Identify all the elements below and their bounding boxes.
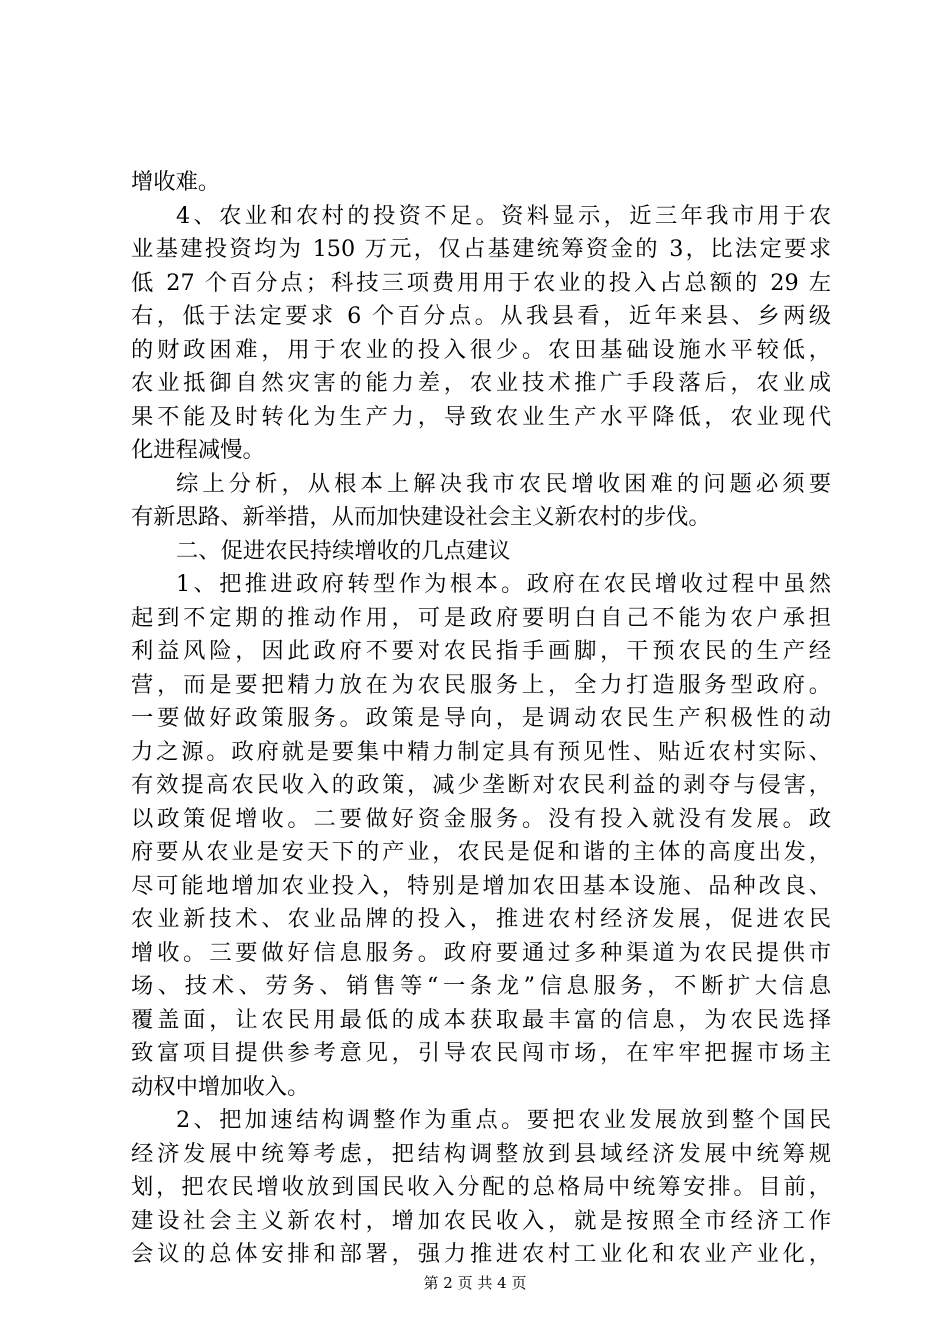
text-line: 建设社会主义新农村，增加农民收入，就是按照全市经济工作 [131,1207,831,1234]
text-line: 利益风险，因此政府不要对农民指手画脚，干预农民的生产经 [131,638,831,664]
document-body [131,166,831,1272]
text-line: 1、把推进政府转型作为根本。政府在农民增收过程中虽然 [176,571,831,597]
text-line: 场、技术、劳务、销售等“一条龙”信息服务，不断扩大信息 [131,973,831,999]
text-line: 经济发展中统筹考虑，把结构调整放到县域经济发展中统筹规 [131,1140,831,1167]
text-line: 一要做好政策服务。政策是导向，是调动农民生产积极性的动 [131,705,831,731]
text-line: 农业抵御自然灾害的能力差，农业技术推广手段落后，农业成 [131,370,831,396]
text-line: 化进程减慢。 [131,437,265,463]
text-line: 的财政困难，用于农业的投入很少。农田基础设施水平较低， [131,336,831,363]
text-line: 有新思路、新举措，从而加快建设社会主义新农村的步伐。 [131,504,711,530]
text-line: 会议的总体安排和部署，强力推进农村工业化和农业产业化， [131,1241,831,1267]
text-line: 尽可能地增加农业投入，特别是增加农田基本设施、品种改良、 [131,872,831,899]
text-line: 业基建投资均为 150 万元，仅占基建统筹资金的 3，比法定要求 [131,236,831,262]
text-line: 增收难。 [131,169,221,195]
text-line: 4、农业和农村的投资不足。资料显示，近三年我市用于农 [176,202,831,229]
text-line: 营，而是要把精力放在为农民服务上，全力打造服务型政府。 [131,671,831,698]
text-line: 综上分析，从根本上解决我市农民增收困难的问题必须要 [176,470,831,497]
text-line: 府要从农业是安天下的产业，农民是促和谐的主体的高度出发， [131,839,831,865]
text-line: 动权中增加收入。 [131,1073,310,1100]
text-line: 果不能及时转化为生产力，导致农业生产水平降低，农业现代 [131,403,831,430]
page-footer: 第 2 页 共 4 页 [423,1274,527,1292]
text-line: 划，把农民增收放到国民收入分配的总格局中统筹安排。目前， [131,1174,831,1200]
text-line: 低 27 个百分点；科技三项费用用于农业的投入占总额的 29 左 [131,269,831,296]
text-line: 力之源。政府就是要集中精力制定具有预见性、贴近农村实际、 [131,738,831,765]
text-line: 右，低于法定要求 6 个百分点。从我县看，近年来县、乡两级 [131,303,831,329]
text-line: 二、促进农民持续增收的几点建议 [176,537,511,564]
text-line: 覆盖面，让农民用最低的成本获取最丰富的信息，为农民选择 [131,1006,831,1033]
text-line: 农业新技术、农业品牌的投入，推进农村经济发展，促进农民 [131,906,831,932]
text-line: 以政策促增收。二要做好资金服务。没有投入就没有发展。政 [131,805,831,832]
text-line: 起到不定期的推动作用，可是政府要明白自己不能为农户承担 [131,604,831,631]
text-line: 2、把加速结构调整作为重点。要把农业发展放到整个国民 [176,1107,831,1133]
text-line: 增收。三要做好信息服务。政府要通过多种渠道为农民提供市 [131,939,831,966]
text-line: 致富项目提供参考意见，引导农民闯市场，在牢牢把握市场主 [131,1040,831,1066]
text-line: 有效提高农民收入的政策，减少垄断对农民利益的剥夺与侵害， [131,772,831,798]
